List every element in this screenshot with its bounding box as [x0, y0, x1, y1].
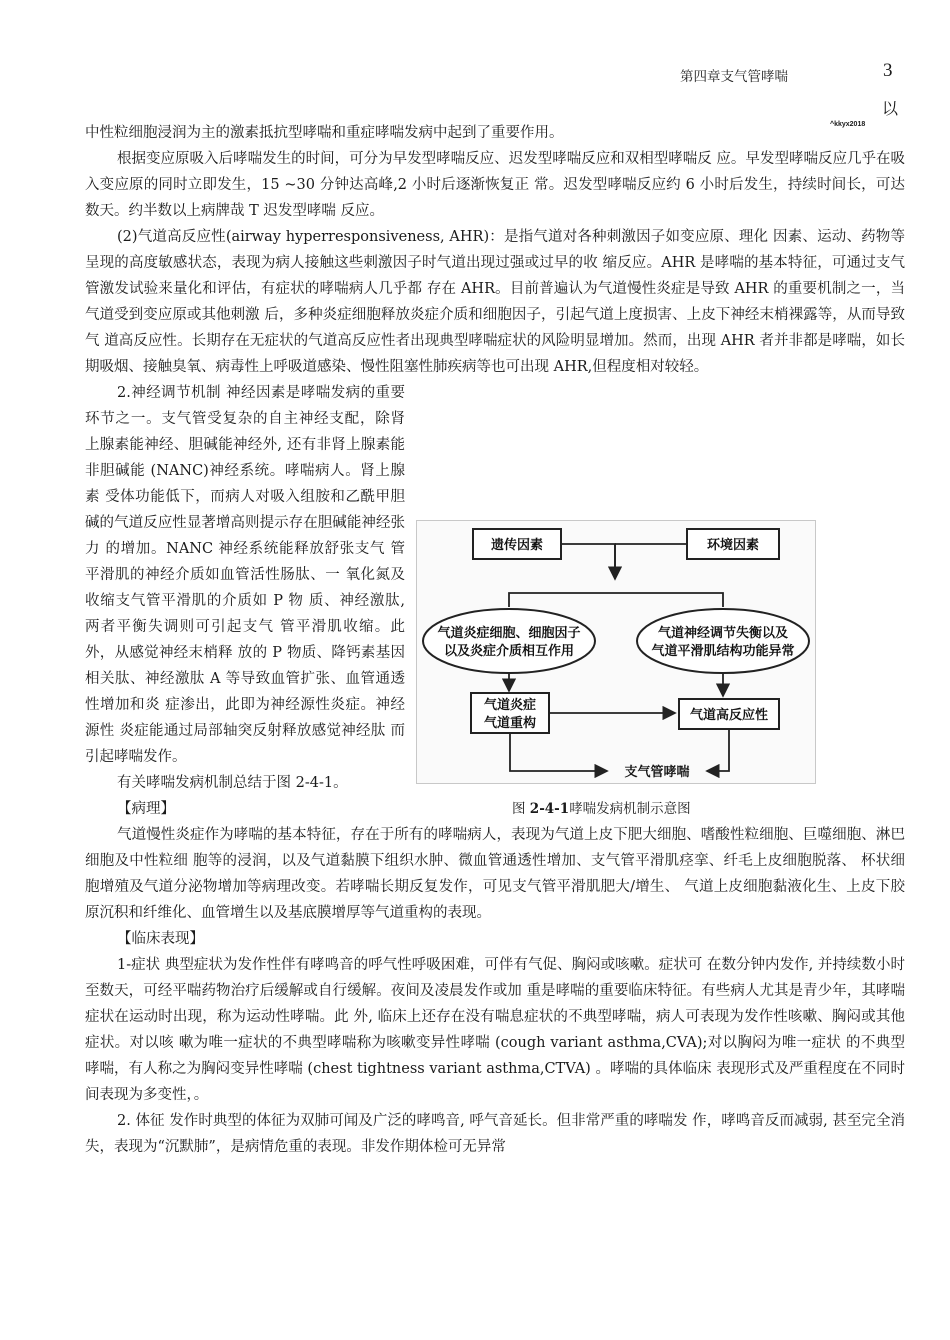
box-ahr-label: 气道高反应性	[689, 708, 769, 723]
chapter-title: 第四章支气管哮喘	[680, 69, 788, 85]
paragraph: 有关哮喘发病机制总结于图 2-4-1。	[117, 775, 348, 791]
box-environment-label: 环境因素	[706, 538, 760, 553]
ellipse-inflammation-line2: 以及炎症介质相互作用	[443, 644, 575, 659]
paragraph: 【病理】	[117, 801, 175, 817]
caption-prefix: 图	[512, 801, 526, 817]
figure-caption	[512, 796, 691, 822]
arrow-ahr-to-asthma	[707, 729, 729, 771]
watermark-mark: ^kkyx2018	[830, 121, 866, 128]
paragraph: (2)气道高反应性(airway hyperresponsiveness, AHR)：是指气道对各种刺激因子如变应原、理化 因素、运动、药物等呈现的高度敏感状态，表现为病人接触这些刺激因子时气道出现过强或过早的收 缩反应。AHR 是哮喘的基本特征，可通过支气管激发试验来量化和评估，有症状的哮喘病人几乎都 存在 AHR。目前普遍认为气道慢性炎症是导致 AHR 的重要机制之一，当气道受到变应原或其他刺激 后，多种炎症细胞释放炎症介质和细胞因子，引起气道上度损害、上皮下神经末梢裸露等，从而导致气 道高反应性。长期存在无症状的气道高反应性者出现典型哮喘症状的风险明显增加。然而，出现 AHR 者并非都是哮喘，如长期吸烟、接触臭氧、病毒性上呼吸道感染、慢性阻塞性肺疾病等也可出现 AHR,但程度相对较轻。	[85, 229, 905, 375]
ellipse-neuro-line1: 气道神经调节失衡以及	[657, 626, 789, 641]
box-genetic-label: 遗传因素	[490, 538, 544, 553]
paragraph: 中性粒细胞浸润为主的激素抵抗型哮喘和重症哮喘发病中起到了重要作用。	[85, 125, 564, 141]
paragraph: 2. 体征 发作时典型的体征为双肺可闻及广泛的哮鸣音, 呼气音延长。但非常严重的哮喘发 作，哮鸣音反而减弱, 甚至完全消失，表现为“沉默肺”，是病情危重的表现。非发作期体检可无异常	[85, 1113, 905, 1155]
box-airway-line2: 气道重构	[483, 716, 537, 731]
paragraph: 【临床表现】	[117, 931, 204, 947]
ellipse-neuro-line2: 气道平滑肌结构功能异常	[651, 644, 795, 659]
connector-branch	[509, 593, 723, 607]
caption-number: 2-4-1	[529, 801, 570, 817]
paragraph: 根据变应原吸入后哮喘发生的时间，可分为早发型哮喘反应、迟发型哮喘反应和双相型哮喘反 应。早发型哮喘反应几乎在吸入变应原的同时立即发生，15 ~30 分钟达高峰,2 小时后逐渐恢复正 常。迟发型哮喘反应约 6 小时后发生，持续时间长，可达数天。约半数以上病牌哉 T 迟发型哮喘 反应。	[85, 151, 905, 219]
paragraph: 1-症状 典型症状为发作性伴有哮鸣音的呼气性呼吸困难，可伴有气促、胸闷或咳嗽。症状可 在数分钟内发作, 并持续数小时至数天，可经平喘药物治疗后缓解或自行缓解。夜间及凌晨发作或加 重是哮喘的重要临床特征。有些病人尤其是青少年，其哮喘症状在运动时出现，称为运动性哮喘。此 外, 临床上还存在没有喘息症状的不典型哮喘，病人可表现为发作性咳嗽、胸闷或其他症状。对以咳 嗽为唯一症状的不典型哮喘称为咳嗽变异性哮喘 (cough variant asthma,CVA);对以胸闷为唯一症状 的不典型哮喘，有人称之为胸闷变异性哮喘 (chest tightness variant asthma,CTVA) 。哮喘的具体临床 表现形式及严重程度在不同时间表现为多变性，。	[85, 957, 905, 1103]
ellipse-neuro	[637, 609, 809, 673]
caption-title: 哮喘发病机制示意图	[569, 801, 691, 817]
ellipse-inflammation-line1: 气道炎症细胞、细胞因子	[437, 626, 581, 641]
ellipse-inflammation	[423, 609, 595, 673]
box-airway-line1: 气道炎症	[483, 698, 537, 713]
asthma-label: 支气管哮喘	[624, 765, 690, 780]
figure-pathogenesis-diagram	[416, 520, 816, 784]
margin-char: 以	[882, 99, 899, 118]
arrow-airway-to-asthma	[510, 733, 607, 771]
connector-genetic	[561, 544, 615, 573]
paragraph: 2.神经调节机制 神经因素是哮喘发病的重要环节之一。支气管受复杂的自主神经支配，除肾 上腺素能神经、胆碱能神经外, 还有非肾上腺素能非胆碱能 (NANC)神经系统。哮喘病人。肾上腺素 受体功能低下，而病人对吸入组胺和乙酰甲胆碱的气道反应性显著增高则提示存在胆碱能神经张力 的增加。NANC 神经系统能释放舒张支气 管平滑肌的神经介质如血管活性肠肽、一 氧化氮及收缩支气管平滑肌的介质如 P 物 质、神经激肽, 两者平衡失调则可引起支气 管平滑肌收缩。此外，从感觉神经末梢释 放的 P 物质、降钙素基因相关肽、神经激肽 A 等导致血管扩张、血管通透性增加和炎 症渗出，此即为神经源性炎症。神经源性 炎症能通过局部轴突反射释放感觉神经肽 而引起哮喘发作。	[85, 385, 405, 765]
paragraph: 气道慢性炎症作为哮喘的基本特征，存在于所有的哮喘病人，表现为气道上皮下肥大细胞、嗜酸性粒细胞、巨噬细胞、淋巴细胞及中性粒细 胞等的浸润，以及气道黏膜下组织水肿、微血管通透性增加、支气管平滑肌痉挛、纤毛上皮细胞脱落、 杯状细胞增殖及气道分泌物增加等病理改变。若哮喘长期反复发作，可见支气管平滑肌肥大/增生、 气道上皮细胞黏液化生、上皮下胶原沉积和纤维化、血管增生以及基底膜增厚等气道重构的表现。	[85, 827, 905, 921]
page-number: 3	[883, 60, 893, 81]
